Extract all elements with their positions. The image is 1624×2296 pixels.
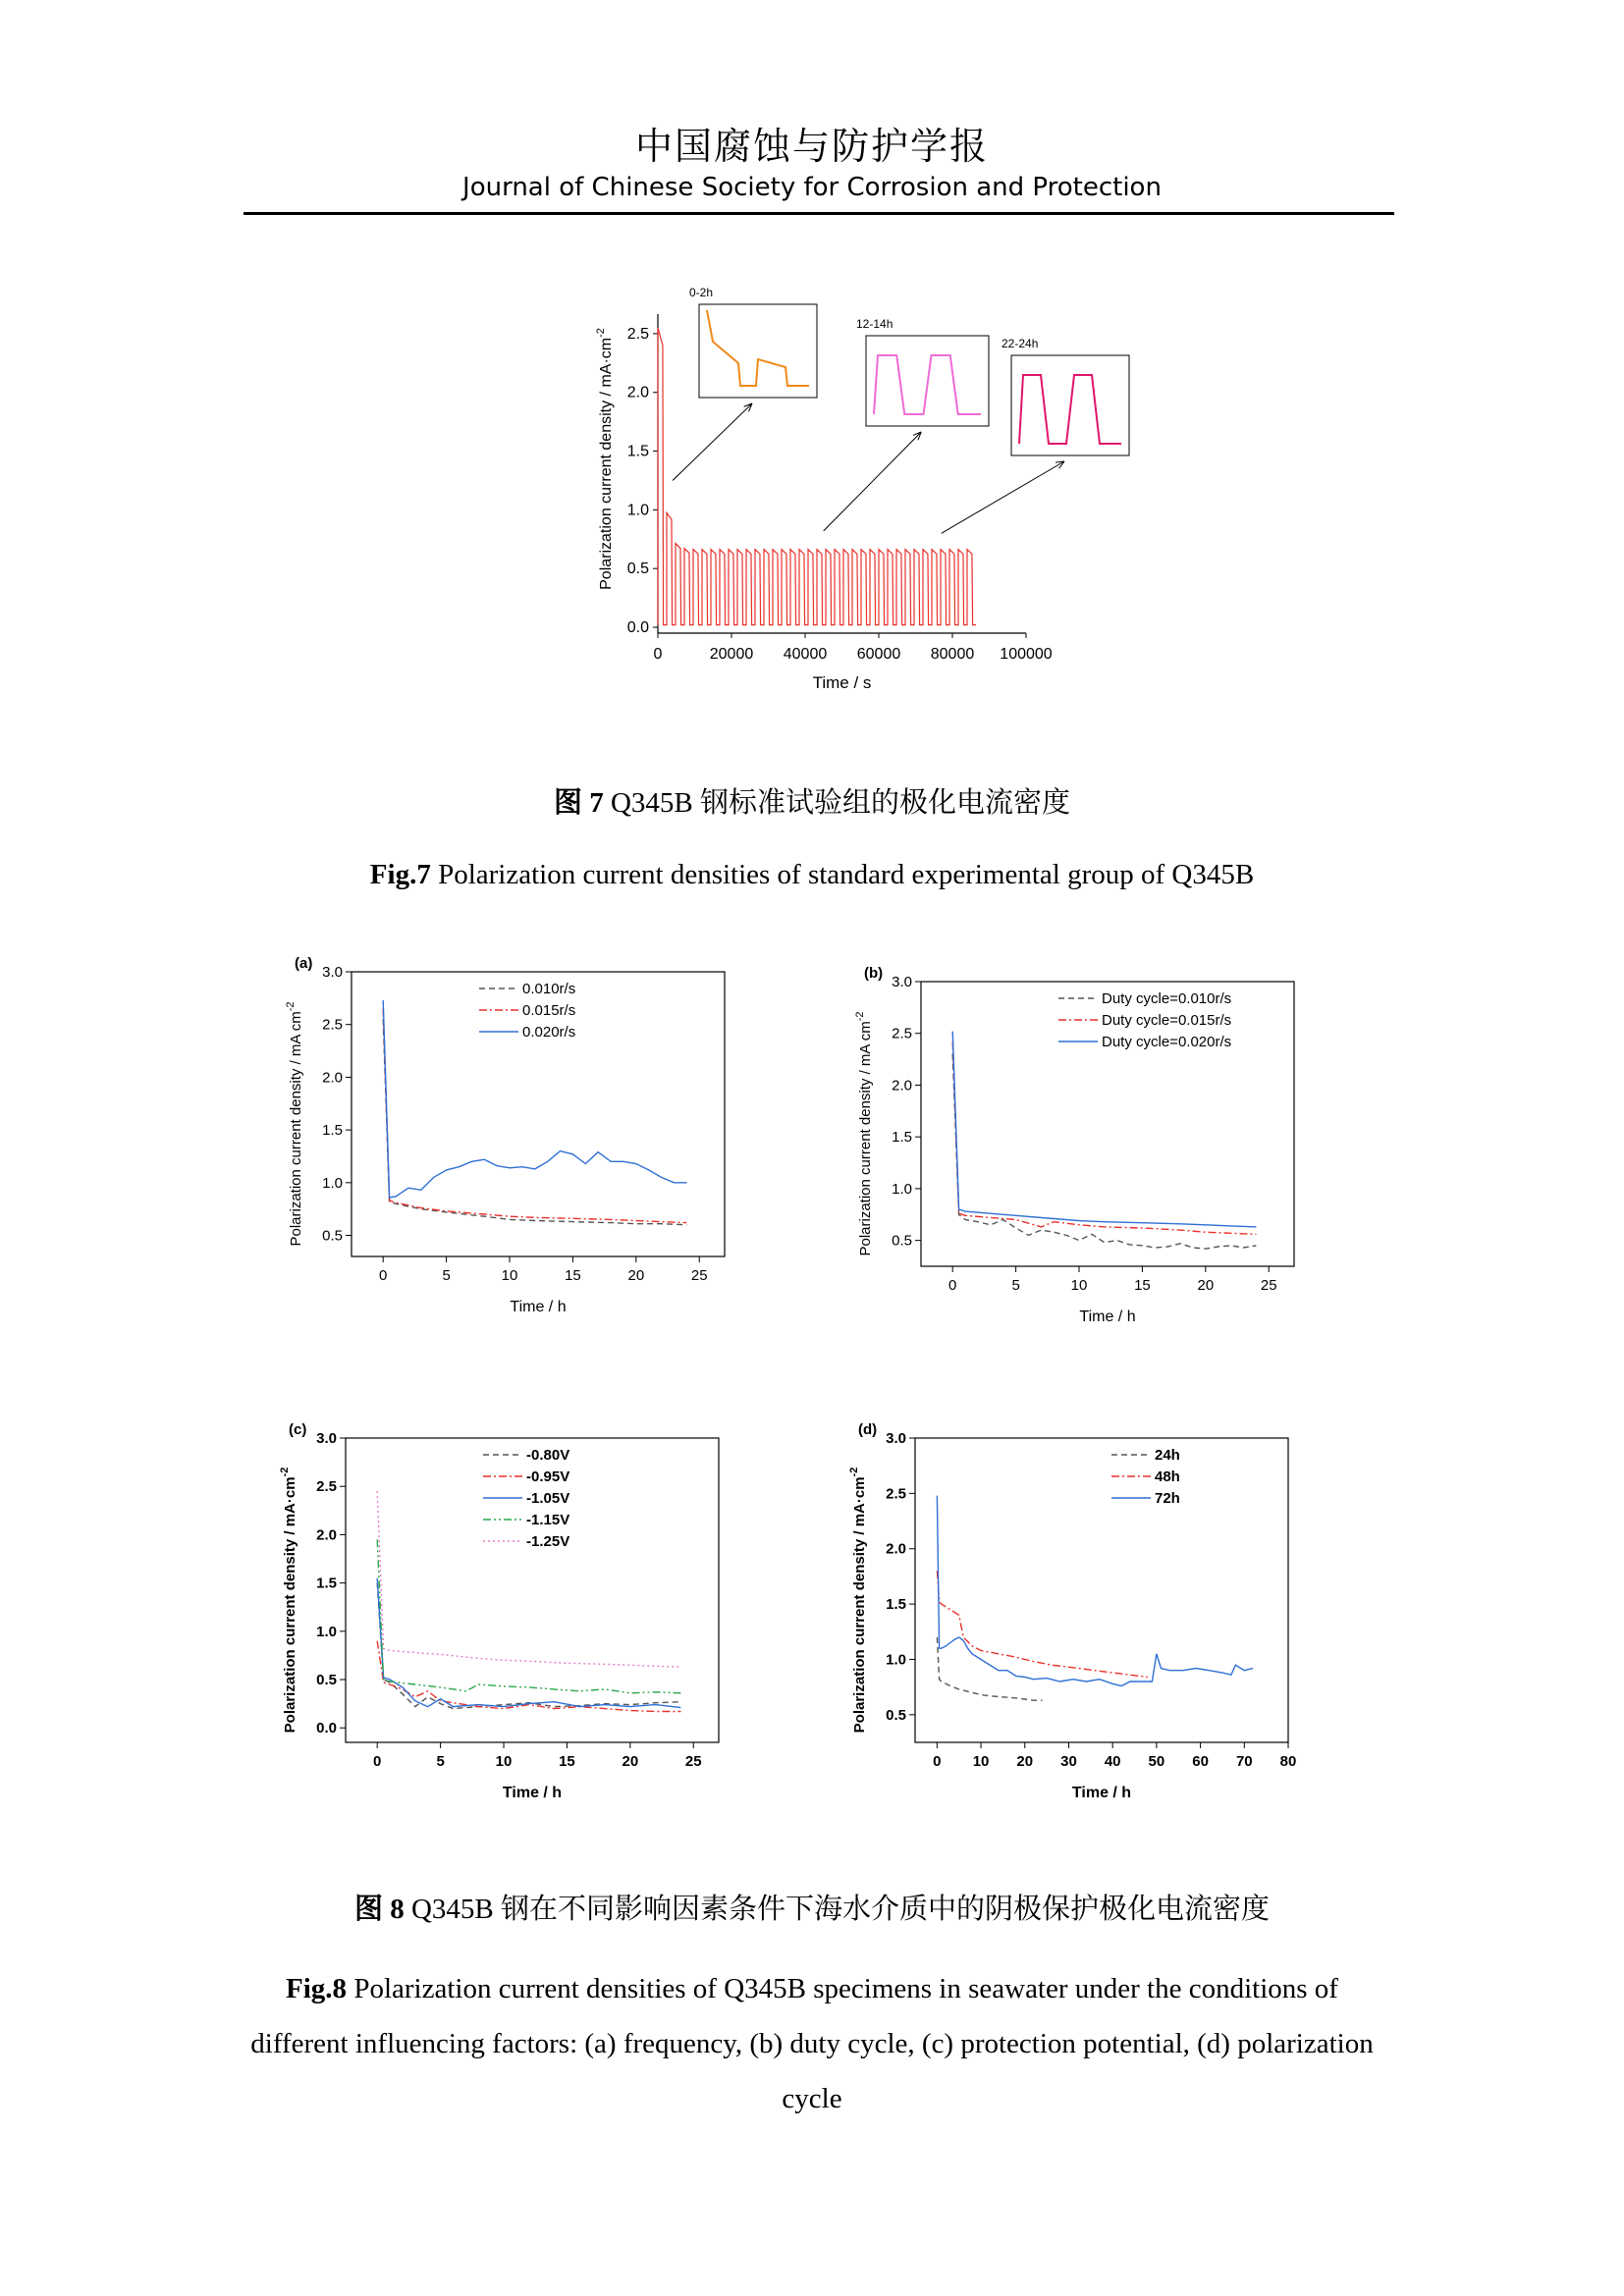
legend-entry: 72h: [1155, 1490, 1180, 1507]
panel-label: (c): [289, 1421, 307, 1438]
fig8b-chart: [854, 965, 1324, 1362]
x-tick-label: 10: [1070, 1277, 1088, 1294]
y-axis-label: Polarization current density / mA $cm^{-2}$: [285, 1001, 304, 1247]
x-axis-label: Time / h: [502, 1785, 563, 1801]
fig8a-chart: [285, 955, 754, 1353]
legend-entry: 48h: [1155, 1468, 1180, 1485]
fig7-caption-en-label: Fig.7: [369, 859, 431, 890]
x-tick-label: 5: [436, 1753, 445, 1770]
x-tick-label: 20: [1016, 1753, 1034, 1770]
x-tick-label: 30: [1060, 1753, 1077, 1770]
x-tick-label: 0: [373, 1753, 382, 1770]
y-axis-label: Polarization current density / $mA\cdot cm^{-2}$: [848, 1467, 868, 1734]
fig8-caption-cn-text: Q345B 钢在不同影响因素条件下海水介质中的阴极保护极化电流密度: [404, 1894, 1271, 1925]
x-tick-label: 20: [627, 1267, 645, 1284]
x-axis-label: Time / h: [1079, 1308, 1136, 1325]
x-tick-label: 60: [1192, 1753, 1209, 1770]
fig8d-chart: [848, 1421, 1318, 1841]
fig7-caption-en: [0, 859, 1624, 891]
x-tick-label: 20: [1197, 1277, 1215, 1294]
x-tick-label: 20000: [709, 646, 754, 663]
fig7-chart: [589, 285, 1159, 717]
inset-label: 12-14h: [856, 317, 893, 331]
x-tick-label: 15: [559, 1753, 575, 1770]
series-line-duty-cycle-0-020r-s: [952, 1032, 1256, 1227]
y-tick-label: 0.0: [626, 619, 649, 637]
y-tick-label: 3.0: [316, 1430, 337, 1447]
inset-pointer-arrow: [942, 461, 1064, 533]
y-tick-label: 0.5: [316, 1672, 337, 1689]
y-tick-label: 0.5: [626, 561, 649, 578]
header-divider: [244, 212, 1394, 215]
y-tick-label: 0.5: [892, 1232, 912, 1250]
x-tick-label: 80000: [930, 646, 975, 663]
series-line--1-05v: [377, 1578, 680, 1708]
plot-frame: [915, 1438, 1288, 1742]
legend-entry: Duty cycle=0.010r/s: [1102, 990, 1232, 1007]
y-axis-label-sup: -2: [848, 1467, 860, 1477]
x-tick-label: 20: [622, 1753, 639, 1770]
series-line--1-15v: [377, 1539, 680, 1693]
y-tick-label: 3.0: [322, 964, 343, 981]
y-tick-label: 2.0: [626, 384, 649, 401]
y-tick-label: 1.5: [626, 443, 649, 460]
x-tick-label: 100000: [1000, 646, 1053, 663]
y-tick-label: 2.5: [626, 325, 649, 343]
y-tick-label: 3.0: [886, 1430, 906, 1447]
y-tick-label: 1.0: [892, 1180, 912, 1198]
x-tick-label: 40: [1104, 1753, 1121, 1770]
fig7-caption-cn-label: 图 7: [553, 787, 604, 819]
fig8-caption-en-label: Fig.8: [286, 1973, 348, 2004]
x-tick-label: 0: [379, 1267, 388, 1284]
series-line-duty-cycle-0-010r-s: [952, 1054, 1256, 1249]
y-tick-label: 2.5: [316, 1478, 337, 1496]
y-axis-label: Polarization current density / $mA\cdot cm^{-2}$: [279, 1467, 298, 1734]
y-tick-label: 2.5: [886, 1485, 906, 1503]
y-tick-label: 2.0: [316, 1526, 337, 1544]
inset-label: 0-2h: [689, 286, 714, 299]
series-line--0-80v: [377, 1583, 680, 1709]
legend-entry: Duty cycle=0.020r/s: [1102, 1034, 1232, 1050]
fig7-caption-cn: [0, 780, 1624, 821]
x-tick-label: 0: [933, 1753, 942, 1770]
x-tick-label: 0: [653, 646, 663, 663]
fig7-caption-en-text: Polarization current densities of standard experimental group of Q345B: [430, 859, 1255, 890]
x-tick-label: 5: [1011, 1277, 1020, 1294]
x-tick-label: 50: [1148, 1753, 1165, 1770]
fig8-caption-cn: [0, 1887, 1624, 1927]
y-tick-label: 3.0: [892, 974, 912, 990]
journal-title-en: Journal of Chinese Society for Corrosion and Protection: [462, 173, 1162, 202]
x-tick-label: 10: [501, 1267, 518, 1284]
fig8-caption-en-text: Polarization current densities of Q345B specimens in seawater under the conditions of different influencing factors: (a) frequency, (b) duty cycle, (c) protection potential, (d) polarization cycle: [250, 1973, 1374, 2114]
x-tick-label: 5: [442, 1267, 451, 1284]
legend-entry: -1.05V: [526, 1490, 570, 1507]
y-axis-label-sup: -2: [285, 1001, 297, 1012]
legend-entry: Duty cycle=0.015r/s: [1102, 1012, 1232, 1029]
y-tick-label: 1.5: [316, 1575, 337, 1592]
y-axis-label-sup: -2: [595, 328, 607, 338]
inset-arrow-head: [1056, 461, 1064, 468]
legend-entry: -0.95V: [526, 1468, 570, 1485]
x-axis-label: Time / s: [812, 673, 872, 692]
y-tick-label: 1.0: [626, 502, 649, 519]
x-tick-label: 70: [1235, 1753, 1253, 1770]
legend-entry: 0.015r/s: [522, 1002, 576, 1019]
x-axis-label: Time / h: [1071, 1785, 1132, 1801]
x-tick-label: 40000: [783, 646, 828, 663]
fig8-caption-cn-label: 图 8: [353, 1894, 405, 1925]
x-tick-label: 60000: [856, 646, 901, 663]
series-line-24h: [937, 1637, 1042, 1700]
y-tick-label: 1.5: [892, 1129, 912, 1147]
panel-label: (d): [858, 1421, 878, 1438]
legend-entry: 0.010r/s: [522, 981, 576, 997]
legend-entry: -0.80V: [526, 1447, 570, 1464]
y-tick-label: 1.0: [886, 1651, 906, 1669]
x-tick-label: 10: [495, 1753, 513, 1770]
y-tick-label: 2.5: [322, 1016, 343, 1034]
legend-entry: -1.25V: [526, 1533, 570, 1550]
fig8c-chart: [279, 1421, 748, 1841]
y-tick-label: 2.0: [892, 1077, 912, 1095]
journal-title-cn: 中国腐蚀与防护学报: [634, 125, 989, 168]
series-line-0-015r-s: [383, 1009, 686, 1223]
y-axis-label: Polarization current density / $mA\cdot cm^{-2}$: [595, 328, 615, 590]
panel-label: (b): [864, 965, 884, 982]
x-tick-label: 10: [972, 1753, 990, 1770]
x-tick-label: 15: [565, 1267, 581, 1284]
y-axis-label-sup: -2: [279, 1467, 291, 1477]
series-line-0-010r-s: [383, 1019, 686, 1225]
y-tick-label: 0.5: [886, 1706, 906, 1724]
x-tick-label: 80: [1279, 1753, 1297, 1770]
y-tick-label: 1.0: [322, 1174, 343, 1192]
y-tick-label: 2.0: [886, 1540, 906, 1558]
y-axis-label-sup: -2: [854, 1011, 866, 1022]
inset-frame: [699, 304, 817, 398]
legend-entry: 0.020r/s: [522, 1024, 576, 1041]
inset-pointer-arrow: [673, 403, 752, 480]
panel-label: (a): [295, 955, 313, 972]
x-axis-label: Time / h: [510, 1299, 567, 1315]
y-tick-label: 2.5: [892, 1025, 912, 1042]
y-tick-label: 1.5: [886, 1596, 906, 1614]
y-tick-label: 0.0: [316, 1720, 337, 1737]
x-tick-label: 15: [1134, 1277, 1151, 1294]
y-tick-label: 1.5: [322, 1122, 343, 1140]
inset-label: 22-24h: [1001, 337, 1039, 350]
x-tick-label: 25: [684, 1753, 702, 1770]
y-tick-label: 1.0: [316, 1623, 337, 1640]
y-tick-label: 0.5: [322, 1227, 343, 1245]
x-tick-label: 25: [690, 1267, 708, 1284]
y-tick-label: 2.0: [322, 1069, 343, 1087]
legend-entry: 24h: [1155, 1447, 1180, 1464]
fig7-caption-cn-text: Q345B 钢标准试验组的极化电流密度: [603, 787, 1071, 819]
x-tick-label: 0: [948, 1277, 957, 1294]
series-line-duty-cycle-0-015r-s: [952, 1041, 1256, 1234]
x-tick-label: 25: [1260, 1277, 1277, 1294]
series-line-48h: [937, 1571, 1148, 1677]
inset-pointer-arrow: [824, 432, 922, 531]
legend-entry: -1.15V: [526, 1512, 570, 1528]
series-line-72h: [937, 1496, 1253, 1686]
y-axis-label: Polarization current density / mA $cm^{-2}$: [854, 1011, 874, 1256]
fig8-caption-en: [236, 1961, 1388, 2126]
